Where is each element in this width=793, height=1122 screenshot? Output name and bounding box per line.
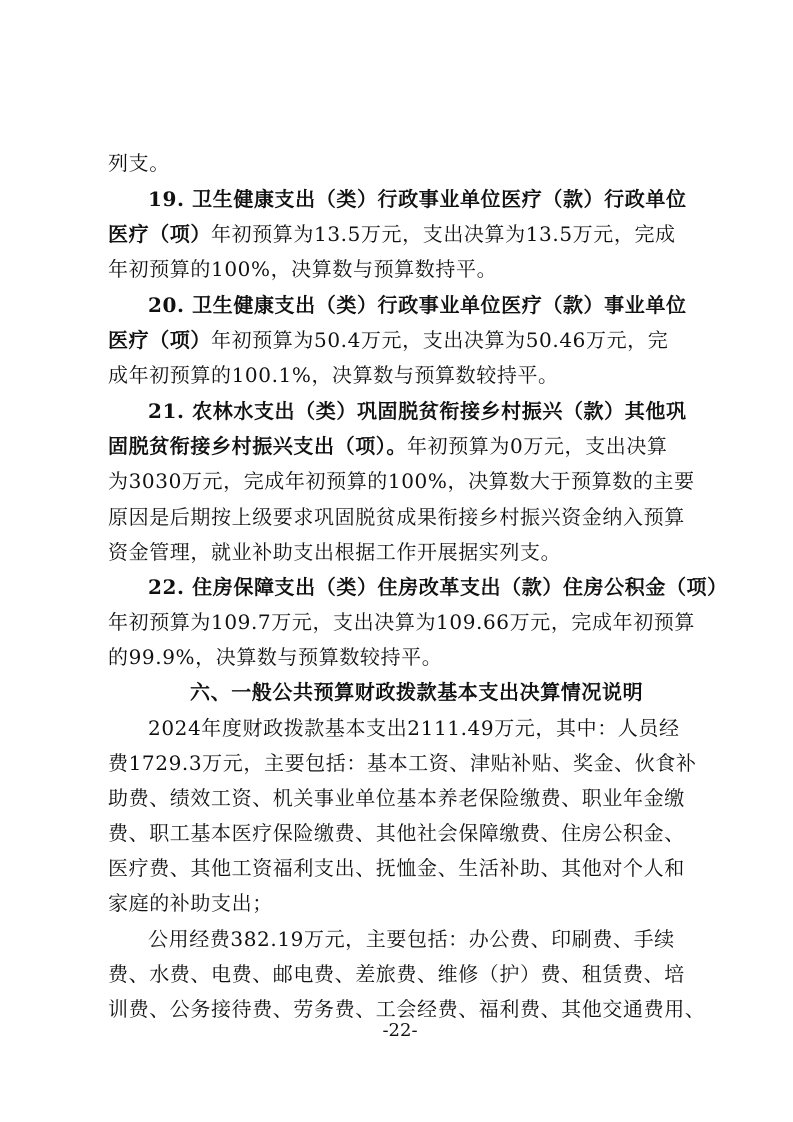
line-18-text: 费1729.3万元，主要包括：基本工资、津贴补贴、奖金、伙食补: [108, 751, 697, 775]
line-12-text: 资金管理，就业补助支出根据工作开展据实列支。: [108, 540, 562, 564]
line-11-text: 原因是后期按上级要求巩固脱贫成果衔接乡村振兴资金纳入预算: [108, 505, 685, 529]
basic-expense-line-3: [108, 781, 693, 815]
item-21-line-3: [108, 464, 693, 498]
item-22-line-2: [108, 605, 696, 639]
line-3-text: 年初预算为13.5万元，支出决算为13.5万元，完成: [211, 222, 676, 246]
item-21-line-4: [108, 500, 693, 534]
line-1-text: 列支。: [108, 151, 170, 175]
line-6-bold: 医疗（项）: [108, 328, 211, 352]
line-4-text: 年初预算的100%，决算数与预算数持平。: [108, 257, 498, 281]
line-10-text: 为3030万元，完成年初预算的100%，决算数大于预算数的主要: [108, 469, 695, 493]
line-23-text: 公用经费382.19万元，主要包括：办公费、印刷费、手续: [148, 927, 675, 951]
line-15-text: 的99.9%，决算数与预算数较持平。: [108, 645, 443, 669]
line-19-text: 助费、绩效工资、机关事业单位基本养老保险缴费、职业年金缴: [108, 786, 685, 810]
line-9-text: 年初预算为0万元，支出决算: [407, 434, 668, 458]
line-16-bold: 六、一般公共预算财政拨款基本支出决算情况说明: [190, 680, 644, 704]
line-9-bold: 固脱贫衔接乡村振兴支出（项）。: [108, 434, 407, 458]
public-expense-line-1: [148, 922, 693, 956]
line-13-bold: 22. 住房保障支出（类）住房改革支出（款）住房公积金（项）: [148, 575, 728, 599]
basic-expense-line-4: [108, 816, 693, 850]
line-2-bold: 19. 卫生健康支出（类）行政事业单位医疗（款）行政单位: [148, 187, 687, 211]
line-5-bold: 20. 卫生健康支出（类）行政事业单位医疗（款）事业单位: [148, 293, 687, 317]
basic-expense-line-5: [108, 851, 693, 885]
line-24-text: 费、水费、电费、邮电费、差旅费、维修（护）费、租赁费、培: [108, 962, 685, 986]
line-22-text: 家庭的补助支出；: [108, 891, 273, 915]
item-20-line-3: [108, 358, 693, 392]
line-20-text: 费、职工基本医疗保险缴费、其他社会保障缴费、住房公积金、: [108, 821, 685, 845]
public-expense-line-2: [108, 957, 693, 991]
basic-expense-line-1: [148, 711, 693, 745]
line-17-text: 2024年度财政拨款基本支出2111.49万元，其中：人员经: [148, 716, 680, 740]
item-21-line-5: [108, 535, 693, 569]
line-6-text: 年初预算为50.4万元，支出决算为50.46万元，完: [211, 328, 669, 352]
item-19-line-2: [108, 217, 693, 251]
line-3-bold: 医疗（项）: [108, 222, 211, 246]
item-20-heading-line: [148, 288, 693, 322]
item-19-line-3: [108, 252, 693, 286]
line-7-text: 成年初预算的100.1%，决算数与预算数较持平。: [108, 363, 559, 387]
line-14-text: 年初预算为109.7万元，支出决算为109.66万元，完成年初预算: [108, 610, 696, 634]
line-21-text: 医疗费、其他工资福利支出、抚恤金、生活补助、其他对个人和: [108, 856, 685, 880]
basic-expense-line-6: [108, 886, 693, 920]
line-8-bold: 21. 农林水支出（类）巩固脱贫衔接乡村振兴（款）其他巩: [148, 399, 687, 423]
body-line-1: [108, 146, 693, 180]
line-25-text: 训费、公务接待费、劳务费、工会经费、福利费、其他交通费用、: [108, 997, 706, 1021]
item-21-line-2: [108, 429, 693, 463]
basic-expense-line-2: [108, 746, 697, 780]
page-number: -22-: [382, 1020, 418, 1041]
section-six-heading: [190, 675, 690, 709]
item-21-heading-line: [148, 394, 693, 428]
item-22-heading-line: [148, 570, 728, 604]
item-20-line-2: [108, 323, 693, 357]
item-19-heading-line: [148, 182, 693, 216]
item-22-line-3: [108, 640, 693, 674]
